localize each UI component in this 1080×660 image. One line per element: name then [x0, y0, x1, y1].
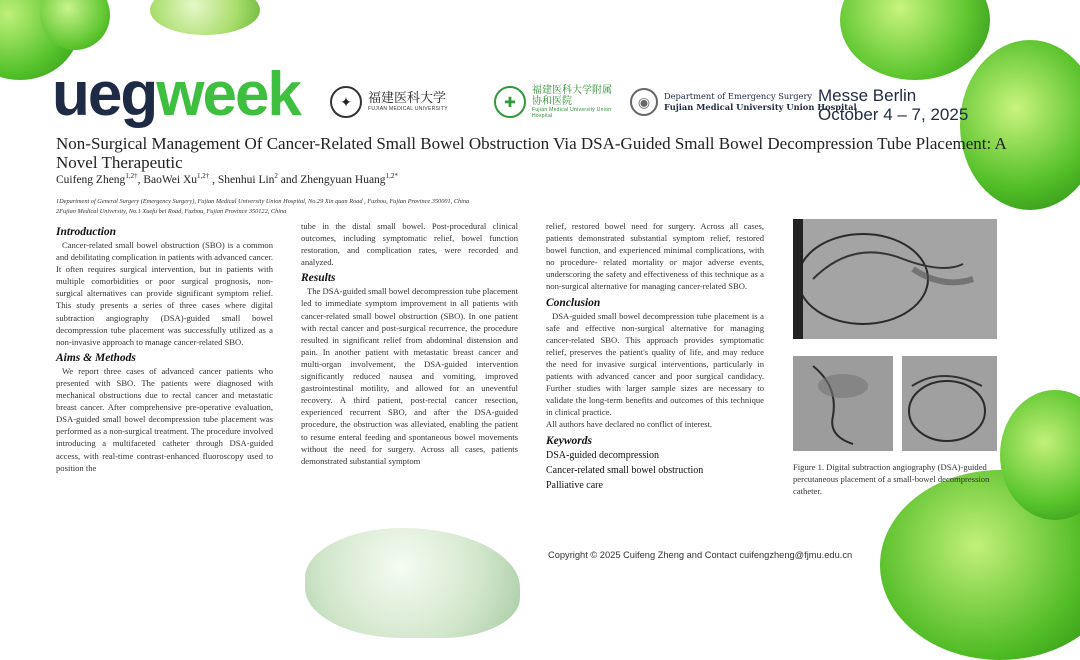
paper-title: Non-Surgical Management Of Cancer-Related Small Bowel Obstruction Via DSA-Guided Small Bowel Decompression Tube Placement: A Novel Therapeutic [56, 134, 1006, 172]
author-affil-marker: 1,2* [385, 172, 398, 180]
author-affil-marker: 1,2† [197, 172, 210, 180]
affiliations [56, 197, 469, 217]
column-1 [56, 225, 273, 474]
keyword-item: DSA-guided decompression [546, 449, 660, 461]
introduction-heading: Introduction [56, 226, 117, 238]
author-name: Zhengyuan Huang [300, 173, 386, 186]
author-name: BaoWei Xu [143, 173, 197, 186]
inst1-name: 福建医科大学 [368, 90, 447, 106]
inst3-line1: Department of Emergency Surgery [664, 91, 813, 101]
author-affil-marker: 2 [274, 172, 278, 180]
inst1-sub: FUJIAN MEDICAL UNIVERSITY [368, 106, 448, 113]
hospital-seal-icon: ✚ [494, 86, 526, 118]
department-seal-icon: ◉ [630, 88, 658, 116]
university-seal-icon: ✦ [330, 86, 362, 118]
logo-week-text: week [156, 60, 300, 129]
column-3 [546, 220, 764, 493]
inst3-line2: Fujian Medical University Union Hospital [664, 102, 857, 112]
aims-methods-heading: Aims & Methods [56, 351, 136, 364]
venue-dates: October 4 – 7, 2025 [818, 105, 969, 125]
logo-ueg-text: ueg [52, 60, 157, 129]
fluoroscopy-image-3 [902, 356, 997, 451]
keyword-item: Palliative care [546, 479, 603, 491]
results-text-continued: relief, restored bowel need for surgery. Across all cases, patients demonstrated substantial symptom relief, restored bowel function, and experienced minimal complications, with no procedure- related mortality or major adverse events, underscoring the safety and effectiveness of this technique as a non-surgical alternative for managing cancer-related SBO. [546, 221, 764, 292]
fluoroscopy-image-1 [793, 219, 997, 339]
author-affil-marker: 1,2† [125, 172, 138, 180]
figure-caption: Figure 1. Digital subtraction angiography (DSA)-guided percutaneous placement of a small-bowel decompression catheter. [793, 462, 990, 496]
author-name: Shenhui Lin [217, 173, 275, 186]
results-text: The DSA-guided small bowel decompression tube placement led to immediate symptom improvement in all patients with cancer-related small bowel obstruction (SBO). In one patient with rectal cancer and post-surgical recurrence, the procedure resulted in significant relief from abdominal distension and pain. In another patient with metastatic breast cancer and multi-organ involvement, the DSA-guided intervention significantly reduced nausea and vomiting, improved gastrointestinal motility, and allowed for an uneventful recovery. A third patient, post-rectal cancer resection, experienced recurrent SBO, and after the DSA-guided procedure, the obstruction was alleviated, enabling the patient to resume enteral feeding and spontaneous bowel movements without the need for surgery. Across all cases, patients demonstrated substantial symptom [301, 286, 518, 466]
affiliation-1: 1Department of General Surgery (Emergency Surgery), Fujian Medical University Union Hospital, No.29 Xin quan Road , Fuzhou, Fujian Province 350001, China [56, 198, 470, 205]
introduction-text: Cancer-related small bowel obstruction (SBO) is a common and debilitating complication in patients with advanced cancer. It often requires surgical intervention, but in patients with multiple comorbidities or poor surgical prognosis, non-surgical alternatives can provide significant symptom relief. This study presents a series of three cases where digital subtraction angiography (DSA)-guided small bowel decompression tube placement was successfully utilized as a non-invasive approach to manage cancer-related SBO. [56, 240, 273, 347]
inst2-sub: Fujian Medical University Union Hospital [532, 107, 612, 119]
ueg-week-logo [52, 60, 300, 129]
venue-info [818, 86, 968, 124]
author-name: Cuifeng Zheng [56, 173, 126, 186]
conflict-statement: All authors have declared no conflict of interest. [546, 419, 713, 430]
copyright-notice: Copyright © 2025 Cuifeng Zheng and Contact cuifengzheng@fjmu.edu.cn [548, 550, 853, 560]
inst2-name: 福建医科大学附属 协和医院 [532, 85, 612, 107]
keywords-heading: Keywords [546, 434, 592, 447]
keyword-item: Cancer-related small bowel obstruction [546, 464, 704, 476]
results-heading: Results [301, 272, 336, 285]
figure-dsa-image-2 [793, 356, 893, 451]
affiliation-2: 2Fujian Medical University, No.1 Xuefu bei Road, Fuzhou, Fujian Province 350122, China [56, 208, 287, 215]
aims-methods-text: We report three cases of advanced cancer patients who presented with SBO. The patients were diagnosed with mechanical obstructions due to rectal cancer and metastatic breast cancer. After comprehensive pre-operative evaluation, DSA-guided small bowel decompression tube placement was performed as a non-surgical treatment. The procedure involved introducing a multifaceted catheter through DSA-guided access, with real-time contrast-enhanced fluoroscopy used to position the [56, 365, 273, 473]
conclusion-text: DSA-guided small bowel decompression tube placement is a safe and effective non-surgical alternative for managing cancer-related SBO. This approach provides symptomatic relief, preserves the patient's quality of life, and may reduce the need for invasive surgical interventions, particularly in patients with advanced cancer and poor surgical candidacy. Further studies with larger sample sizes are necessary to validate the long-term benefits and outcomes of this technique in clinical practice. [546, 310, 764, 418]
figure-dsa-image-3 [902, 356, 997, 451]
union-hospital-logo [494, 84, 622, 120]
column-2 [301, 220, 518, 467]
fluoroscopy-image-2 [793, 356, 893, 451]
conclusion-heading: Conclusion [546, 296, 601, 309]
venue-name: Messe Berlin [818, 86, 917, 105]
author-list: Cuifeng Zheng$^{1,2\dagger}$, BaoWei $Xu^{1,2\dagger}$ , Shenhui Lin$^2$ and Zhengyuan Huang$^{1,2*}$ [56, 172, 398, 186]
fujian-medical-university-logo [330, 84, 448, 120]
figure-dsa-image-1 [793, 219, 997, 339]
aims-methods-text-continued: tube in the distal small bowel. Post-procedural clinical outcomes, including symptomatic relief, bowel function restoration, and complication rates, were recorded and analyzed. [301, 221, 518, 268]
